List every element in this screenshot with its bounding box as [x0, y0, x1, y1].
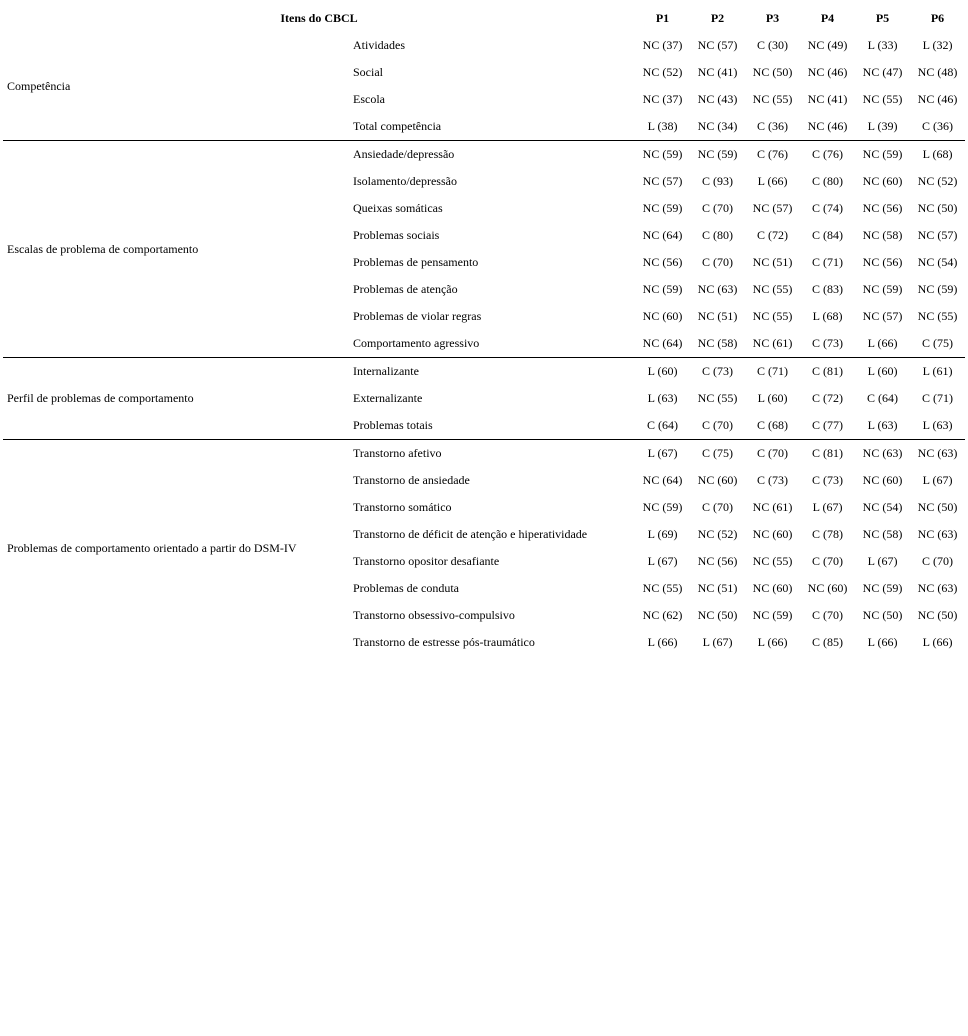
value-cell: C (85) [812, 635, 844, 649]
value-cell: NC (60) [642, 309, 683, 323]
value-cell: L (61) [910, 358, 965, 386]
value-cell: NC (37) [642, 92, 683, 106]
value-cell: NC (50) [697, 608, 738, 622]
value-cell: NC (58) [862, 527, 903, 541]
item-cell: Problemas de conduta [353, 581, 459, 595]
value-cell: C (75) [690, 440, 745, 468]
value-cell: L (68) [812, 309, 843, 323]
value-cell: L (67) [635, 440, 690, 468]
table-row [3, 32, 965, 59]
value-cell: C (80) [812, 174, 844, 188]
value-cell: C (81) [800, 440, 855, 468]
value-cell: NC (46) [807, 65, 848, 79]
value-cell: C (72) [812, 391, 844, 405]
value-cell: NC (59) [862, 581, 903, 595]
value-cell: NC (52) [697, 527, 738, 541]
value-cell: L (67) [647, 554, 678, 568]
value-cell: L (67) [922, 473, 953, 487]
header-participant: P3 [765, 11, 780, 25]
item-cell: Social [353, 65, 383, 79]
value-cell: NC (49) [807, 38, 848, 52]
value-cell: NC (50) [917, 201, 958, 215]
value-cell: L (67) [812, 500, 843, 514]
value-cell: C (70) [745, 440, 800, 468]
value-cell: C (77) [812, 418, 844, 432]
table-row [3, 358, 965, 386]
item-cell: Atividades [353, 38, 405, 52]
item-cell: Queixas somáticas [353, 201, 443, 215]
item-cell: Transtorno somático [353, 500, 452, 514]
item-cell: Escola [353, 92, 385, 106]
header-participant: P1 [655, 11, 670, 25]
value-cell: NC (41) [807, 92, 848, 106]
item-cell: Transtorno de déficit de atenção e hiperatividade [353, 527, 588, 541]
category-cell: Competência [7, 78, 71, 93]
value-cell: NC (59) [752, 608, 793, 622]
item-cell: Internalizante [352, 358, 635, 386]
cbcl-results-table [3, 5, 965, 656]
table-row [3, 141, 965, 169]
item-cell: Transtorno afetivo [352, 440, 635, 468]
value-cell: C (76) [745, 141, 800, 169]
value-cell: NC (55) [862, 92, 903, 106]
value-cell: C (73) [757, 473, 789, 487]
value-cell: NC (64) [642, 228, 683, 242]
value-cell: NC (51) [697, 309, 738, 323]
value-cell: C (36) [922, 119, 954, 133]
value-cell: C (72) [757, 228, 789, 242]
table-row [3, 440, 965, 468]
value-cell: C (84) [812, 228, 844, 242]
item-cell: Ansiedade/depressão [352, 141, 635, 169]
value-cell: NC (51) [697, 581, 738, 595]
value-cell: NC (61) [752, 500, 793, 514]
value-cell: NC (57) [697, 38, 738, 52]
value-cell: NC (56) [862, 201, 903, 215]
value-cell: C (71) [922, 391, 954, 405]
value-cell: NC (59) [862, 282, 903, 296]
item-cell: Total competência [353, 119, 442, 133]
value-cell: L (66) [757, 174, 788, 188]
value-cell: C (71) [812, 255, 844, 269]
value-cell: NC (63) [910, 440, 965, 468]
value-cell: NC (63) [917, 527, 958, 541]
value-cell: C (73) [812, 473, 844, 487]
value-cell: C (70) [922, 554, 954, 568]
header-participant: P5 [875, 11, 890, 25]
value-cell: NC (56) [642, 255, 683, 269]
value-cell: NC (59) [855, 141, 910, 169]
item-cell: Comportamento agressivo [353, 336, 480, 350]
value-cell: NC (63) [697, 282, 738, 296]
value-cell: C (70) [702, 201, 734, 215]
value-cell: C (75) [922, 336, 954, 350]
value-cell: L (63) [647, 391, 678, 405]
value-cell: C (74) [812, 201, 844, 215]
value-cell: NC (55) [752, 92, 793, 106]
value-cell: NC (58) [697, 336, 738, 350]
value-cell: C (68) [757, 418, 789, 432]
value-cell: C (70) [702, 255, 734, 269]
value-cell: NC (59) [635, 141, 690, 169]
value-cell: NC (34) [697, 119, 738, 133]
value-cell: NC (43) [697, 92, 738, 106]
value-cell: NC (50) [917, 500, 958, 514]
item-cell: Isolamento/depressão [353, 174, 457, 188]
value-cell: L (60) [757, 391, 788, 405]
value-cell: NC (54) [862, 500, 903, 514]
item-cell: Transtorno obsessivo-compulsivo [353, 608, 515, 622]
value-cell: L (60) [855, 358, 910, 386]
value-cell: L (66) [647, 635, 678, 649]
value-cell: NC (51) [752, 255, 793, 269]
item-cell: Problemas de pensamento [353, 255, 479, 269]
value-cell: C (70) [702, 500, 734, 514]
value-cell: NC (37) [642, 38, 683, 52]
value-cell: NC (50) [917, 608, 958, 622]
value-cell: NC (46) [807, 119, 848, 133]
item-cell: Transtorno opositor desafiante [353, 554, 500, 568]
value-cell: NC (60) [862, 174, 903, 188]
item-cell: Externalizante [353, 391, 423, 405]
item-cell: Transtorno de estresse pós-traumático [353, 635, 535, 649]
value-cell: L (68) [910, 141, 965, 169]
category-cell: Perfil de problemas de comportamento [3, 358, 352, 440]
value-cell: NC (57) [862, 309, 903, 323]
value-cell: NC (50) [752, 65, 793, 79]
value-cell: L (66) [757, 635, 788, 649]
value-cell: C (73) [690, 358, 745, 386]
item-cell: Problemas totais [353, 418, 433, 432]
value-cell: NC (55) [752, 282, 793, 296]
table-header [3, 5, 965, 32]
item-cell: Problemas de atenção [353, 282, 458, 296]
value-cell: NC (59) [642, 282, 683, 296]
value-cell: NC (48) [917, 65, 958, 79]
value-cell: C (70) [812, 608, 844, 622]
value-cell: L (33) [867, 38, 898, 52]
category-cell: Escalas de problema de comportamento [3, 141, 352, 358]
value-cell: NC (57) [752, 201, 793, 215]
value-cell: C (76) [800, 141, 855, 169]
value-cell: C (30) [757, 38, 789, 52]
value-cell: C (70) [812, 554, 844, 568]
value-cell: C (83) [812, 282, 844, 296]
value-cell: NC (52) [917, 174, 958, 188]
value-cell: NC (47) [862, 65, 903, 79]
value-cell: NC (60) [862, 473, 903, 487]
value-cell: NC (50) [862, 608, 903, 622]
value-cell: C (81) [800, 358, 855, 386]
header-items-cbcl: Itens do CBCL [280, 11, 358, 25]
value-cell: NC (62) [642, 608, 683, 622]
value-cell: C (80) [702, 228, 734, 242]
value-cell: C (64) [867, 391, 899, 405]
value-cell: NC (46) [917, 92, 958, 106]
item-cell: Transtorno de ansiedade [353, 473, 470, 487]
value-cell: NC (59) [642, 500, 683, 514]
value-cell: L (60) [635, 358, 690, 386]
value-cell: NC (57) [642, 174, 683, 188]
value-cell: NC (55) [697, 391, 738, 405]
value-cell: L (32) [922, 38, 953, 52]
value-cell: NC (56) [697, 554, 738, 568]
value-cell: L (69) [647, 527, 678, 541]
value-cell: NC (64) [642, 336, 683, 350]
value-cell: NC (58) [862, 228, 903, 242]
category-cell: Problemas de comportamento orientado a partir do DSM-IV [3, 440, 352, 657]
value-cell: C (64) [647, 418, 679, 432]
value-cell: L (66) [867, 635, 898, 649]
value-cell: NC (54) [917, 255, 958, 269]
value-cell: NC (59) [642, 201, 683, 215]
value-cell: NC (60) [752, 581, 793, 595]
item-cell: Problemas sociais [353, 228, 440, 242]
value-cell: NC (55) [642, 581, 683, 595]
value-cell: C (71) [745, 358, 800, 386]
value-cell: NC (63) [855, 440, 910, 468]
value-cell: NC (59) [690, 141, 745, 169]
value-cell: C (36) [757, 119, 789, 133]
value-cell: NC (61) [752, 336, 793, 350]
table-body [3, 32, 965, 656]
value-cell: NC (63) [917, 581, 958, 595]
value-cell: NC (60) [752, 527, 793, 541]
value-cell: L (67) [702, 635, 733, 649]
value-cell: L (66) [922, 635, 953, 649]
value-cell: NC (60) [807, 581, 848, 595]
value-cell: C (93) [702, 174, 734, 188]
value-cell: NC (56) [862, 255, 903, 269]
value-cell: NC (52) [642, 65, 683, 79]
value-cell: C (73) [812, 336, 844, 350]
value-cell: L (38) [647, 119, 678, 133]
header-row [3, 5, 965, 32]
value-cell: NC (64) [642, 473, 683, 487]
value-cell: NC (57) [917, 228, 958, 242]
value-cell: NC (55) [752, 554, 793, 568]
item-cell: Problemas de violar regras [353, 309, 482, 323]
header-participant: P4 [820, 11, 835, 25]
value-cell: L (67) [867, 554, 898, 568]
value-cell: L (63) [867, 418, 898, 432]
header-participant: P2 [710, 11, 725, 25]
value-cell: NC (59) [917, 282, 958, 296]
value-cell: C (70) [702, 418, 734, 432]
value-cell: NC (60) [697, 473, 738, 487]
value-cell: L (63) [922, 418, 953, 432]
value-cell: NC (55) [752, 309, 793, 323]
value-cell: L (66) [867, 336, 898, 350]
value-cell: NC (41) [697, 65, 738, 79]
value-cell: NC (55) [917, 309, 958, 323]
value-cell: L (39) [867, 119, 898, 133]
value-cell: C (78) [812, 527, 844, 541]
header-participant: P6 [930, 11, 945, 25]
